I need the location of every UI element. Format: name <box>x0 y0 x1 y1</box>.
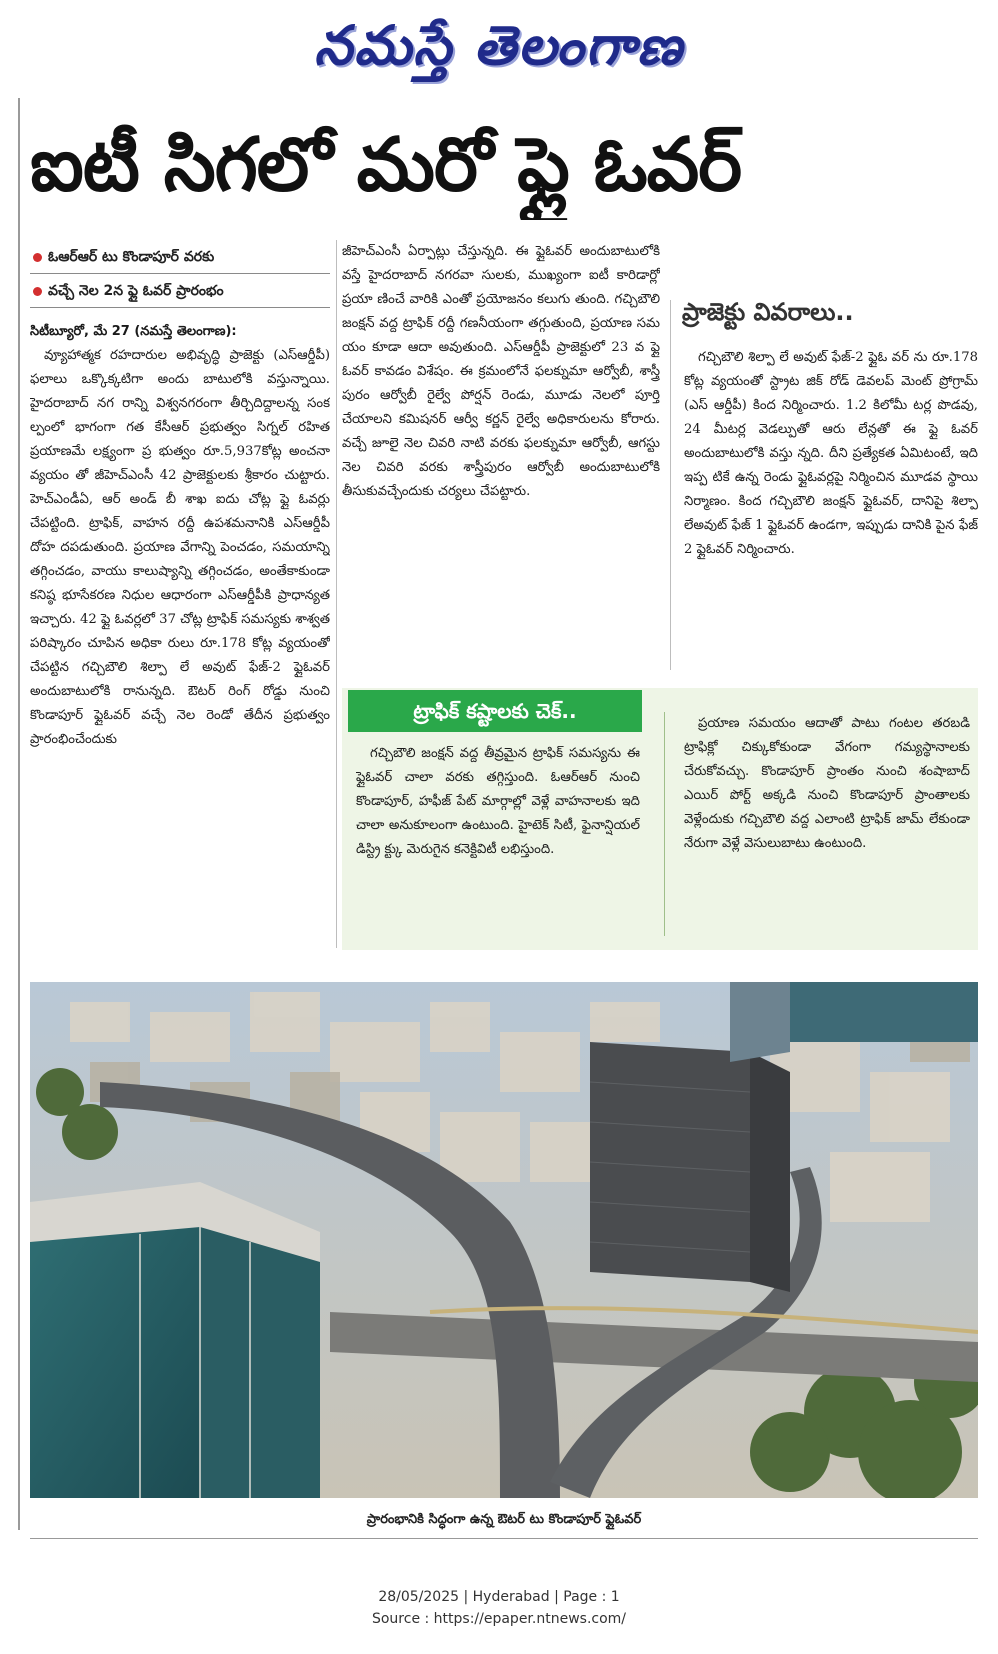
newspaper-title: నమస్తే తెలంగాణ <box>314 13 684 77</box>
page-footer <box>0 1586 998 1630</box>
article-text-1: వ్యూహాత్మక రహదారుల అభివృద్ధి ప్రాజెక్టు (ఎస్ఆర్డీపీ) ఫలాలు ఒక్కొక్కటిగా అందు బాటులోకి వస్తున్నాయి. హైదరాబాద్ నగ రాన్ని విశ్వనగరంగా తీర్చిదిద్దాలన్న సంక ల్పంలో భాగంగా గత కేసీఆర్ ప్రభుత్వం సిగ్నల్ రహిత ప్రయాణమే లక్ష్యంగా ప్ర భుత్వం రూ.5,937కోట్ల అంచనా వ్యయం తో జీహెచ్ఎంసీ 42 ప్రాజెక్టులకు శ్రీకారం చుట్టారు. హెచ్ఎండీఏ, ఆర్ అండ్ బీ శాఖ ఐదు చోట్ల ఫ్లై ఓవర్లు చేపట్టింది. ట్రాఫిక్, వాహన రద్దీ ఉపశమనానికి ఎస్ఆర్డీపీ దోహ దపడుతుంది. ప్రయాణ వేగాన్ని పెంచడం, సమయాన్ని తగ్గించడం, వాయు కాలుష్యాన్ని తగ్గించడం, అంతేకాకుండా కనిష్ఠ భూసేకరణ నిధుల ఆధారంగా ఎస్ఆర్డీపీకి ప్రాధాన్యత ఇచ్చారు. 42 ఫ్లై ఓవర్లలో 37 చోట్ల ట్రాఫిక్ సమస్యకు శాశ్వత పరిష్కారం చూపిన అధికా రులు రూ.178 కోట్ల వ్యయంతో చేపట్టిన గచ్చిబౌలి శిల్పా లే అవుట్ ఫేజ్-2 ఫ్లైఓవర్ అందుబాటులోకి రానున్నది. ఔటర్ రింగ్ రోడ్డు నుంచి కొండాపూర్ ఫ్లైఓవర్ వచ్చే నెల రెండో తేదీన ప్రభుత్వం ప్రారంభించేందుకు <box>30 348 330 747</box>
traffic-text-right <box>684 712 970 940</box>
dateline: సిటీబ్యూరో, మే 27 (నమస్తే తెలంగాణ): <box>30 324 237 339</box>
column-divider <box>670 300 671 670</box>
footer-date-line: 28/05/2025 | Hyderabad | Page : 1 <box>378 1589 620 1605</box>
aerial-flyover-image <box>30 982 978 1498</box>
subheadline-bullets <box>30 240 330 308</box>
flyover-photo <box>30 982 978 1498</box>
traffic-left-text: గచ్చిబౌలి జంక్షన్ వద్ద తీవ్రమైన ట్రాఫిక్ సమస్యను ఈ ఫ్లైఓవర్ చాలా వరకు తగ్గిస్తుంది. ఓఆర్ఆర్ నుంచి కొండాపూర్, హఫీజ్ పేట్ మార్గాల్లో వెళ్లే వాహనాలకు ఇది చాలా అనుకూలంగా ఉంటుంది. హైటెక్ సిటీ, ఫైనాన్షియల్ డిస్ట్రి క్ట్కు మెరుగైన కనెక్టివిటీ లభిస్తుంది. <box>356 746 640 857</box>
bullet-item: వచ్చే నెల 2న ఫ్లై ఓవర్ ప్రారంభం <box>30 274 330 308</box>
photo-caption: ప్రారంభానికి సిద్ధంగా ఉన్న ఔటర్ టు కొండాపూర్ ఫ్లైఓవర్ <box>366 1512 642 1527</box>
traffic-box-divider <box>664 712 665 936</box>
article-text-2: జీహెచ్ఎంసీ ఏర్పాట్లు చేస్తున్నది. ఈ ఫ్లైఓవర్ అందుబాటులోకి వస్తే హైదరాబాద్ నగరవా సులకు, ముఖ్యంగా ఐటీ కారిడార్లో ప్రయా ణించే వారికి ఎంతో ప్రయోజనం కలుగు తుంది. గచ్చిబౌలి జంక్షన్ వద్ద ట్రాఫిక్ రద్దీ గణనీయంగా తగ్గుతుంది, ప్రయాణ సమ యం కూడా ఆదా అవుతుంది. ఎస్ఆర్డీపీ ప్రాజెక్టులో 23 వ ఫ్లై ఓవర్ కావడం విశేషం. ఈ క్రమంలోనే ఫలక్నుమా ఆర్వోబీ, శాస్త్రీ పురం ఆర్వోబీ రైల్వే పోర్షన్ రెండు, మూడు నెలలో పూర్తి చేయాలని కమిషనర్ ఆర్వీ కర్ణన్ రైల్వే అధికారులను కోరారు. వచ్చే జూలై నెల చివరి నాటి వరకు ఫలక్నుమా ఆర్వోబీ, ఆగస్టు నెల చివరి వరకు శాస్త్రీపురం ఆర్వోబీ అందుబాటులోకి తీసుకువచ్చేందుకు చర్యలు చేపట్టారు. <box>342 244 660 499</box>
column-divider <box>336 240 337 948</box>
project-details-heading: ప్రాజెక్టు వివరాలు.. <box>682 298 854 326</box>
left-rule <box>18 98 20 1530</box>
project-text: గచ్చిబౌలి శిల్పా లే అవుట్ ఫేజ్-2 ఫ్లైఓ వర్ ను రూ.178 కోట్ల వ్యయంతో స్ట్రాట జిక్ రోడ్ డెవలప్ మెంట్ ప్రోగ్రామ్ (ఎస్ ఆర్డీపీ) కింద నిర్మించారు. 1.2 కిలోమీ టర్ల పొడవు, 24 మీటర్ల వెడల్పుతో ఆరు లేన్లతో ఈ ఫ్లై ఓవర్ అందుబాటులోకి వస్తు న్నది. దీని ప్రత్యేకత ఏమిటంటే, ఇది ఇప్ప టికే ఉన్న రెండు ఫ్లైఓవర్లపై నిర్మించిన మూడవ స్థాయి నిర్మాణం. కింద గచ్చిబౌలి జంక్షన్ ఫ్లైఓవర్, దానిపై శిల్పా లేఅవుట్ ఫేజ్ 1 ఫ్లైఓవర్ ఉండగా, ఇప్పుడు దానికి పైన ఫేజ్ 2 ఫ్లైఓవర్ నిర్మించారు. <box>684 350 978 557</box>
headline: ఐటీ సిగలో మరో ఫ్లై ఓవర్ <box>30 122 742 208</box>
project-details-text <box>684 346 978 676</box>
bullet-item: ఓఆర్ఆర్ టు కొండాపూర్ వరకు <box>30 240 330 274</box>
masthead <box>0 8 998 82</box>
article-column-1 <box>30 320 330 948</box>
traffic-right-text: ప్రయాణ సమయం ఆదాతో పాటు గంటల తరబడి ట్రాఫిక్లో చిక్కుకోకుండా వేగంగా గమ్యస్థానాలకు చేరుకోవచ్చు. కొండాపూర్ ప్రాంతం నుంచి శంషాబాద్ ఎయిర్ పోర్ట్ అక్కడి నుంచి కొండాపూర్ ప్రాంతాలకు వెళ్లేందుకు గచ్చిబౌలి వద్ద ఎలాంటి ట్రాఫిక్ జామ్ లేకుండా నేరుగా వెళ్లే వెసులుబాటు ఉంటుంది. <box>684 716 970 851</box>
article-column-2 <box>342 240 660 660</box>
traffic-text-left <box>356 742 640 940</box>
caption-rule <box>30 1538 978 1539</box>
traffic-box-heading: ట్రాఫిక్ కష్టాలకు చెక్.. <box>348 690 642 732</box>
footer-source-line: Source : https://epaper.ntnews.com/ <box>371 1611 627 1627</box>
